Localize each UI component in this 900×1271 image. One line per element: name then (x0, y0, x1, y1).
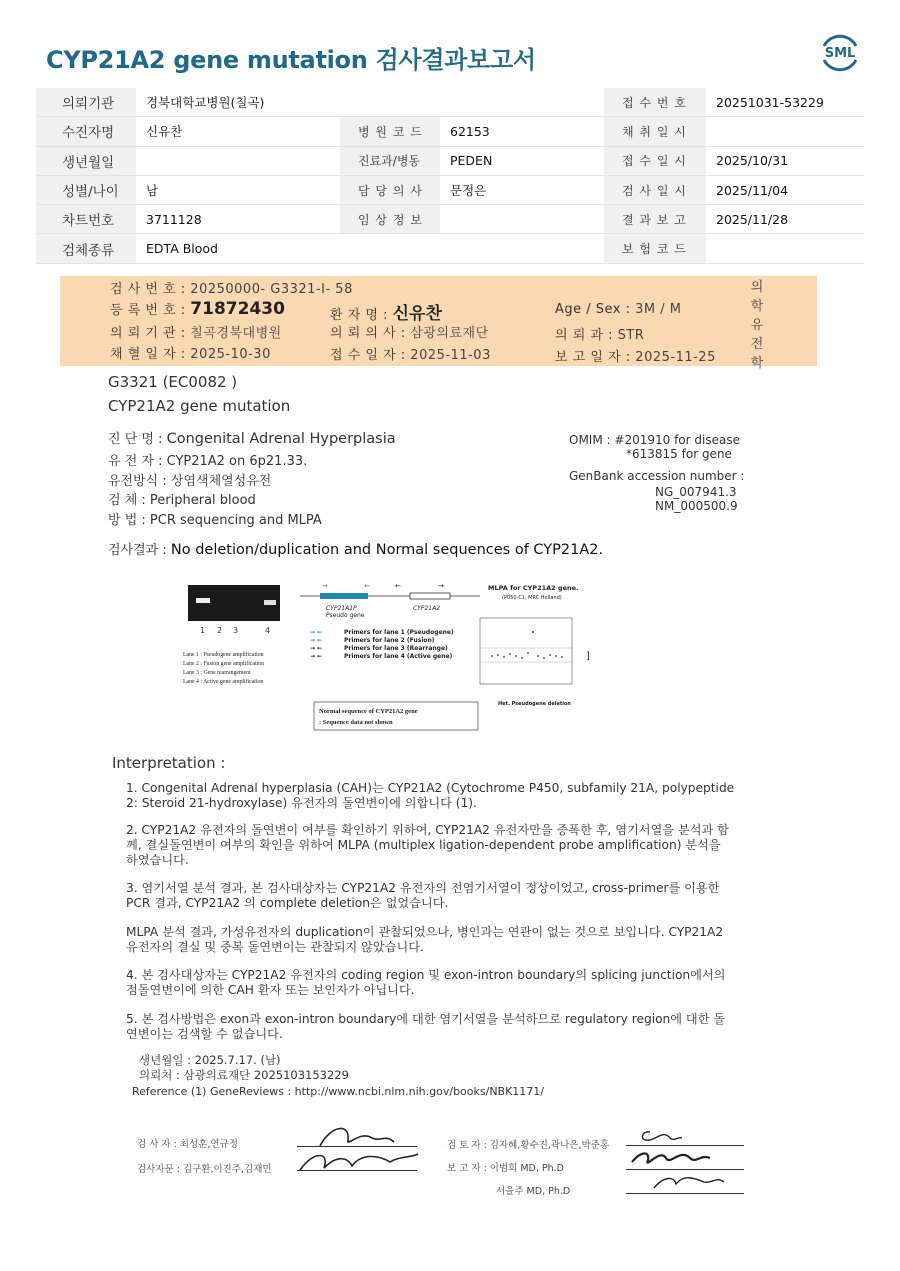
primer-legend: Primers for lane 3 (Rearrange) (344, 645, 448, 652)
lane-legend: Lane 4 : Active gene amplification (183, 679, 264, 685)
cell-label: 담 당 의 사 (340, 175, 440, 204)
primer-legend: Primers for lane 1 (Pseudogene) (344, 629, 454, 636)
sml-logo (818, 30, 862, 74)
genbank-nm: NM_000500.9 (655, 499, 738, 513)
diagnosis: 진 단 명 : Congenital Adrenal Hyperplasia (108, 431, 396, 447)
cell-label: 수진자명 (36, 117, 136, 146)
specimen: 검 체 : Peripheral blood (108, 493, 256, 508)
cell-label: 접 수 번 호 (604, 88, 706, 117)
reviewer-signature (620, 1118, 750, 1198)
cell-label: 차트번호 (36, 205, 136, 234)
interpretation-title: Interpretation : (112, 754, 226, 772)
banner-age-sex: Age / Sex : 3M / M (555, 302, 682, 317)
result-figure (180, 580, 600, 732)
cell-value: 20251031-53229 (706, 88, 864, 117)
result: 검사결과 : No deletion/duplication and Normal sequences of CYP21A2. (108, 542, 604, 558)
referrer: 의뢰처 : 삼광의료재단 2025103153229 (139, 1068, 349, 1082)
cell-value (440, 205, 604, 234)
active-gene-box (410, 593, 450, 599)
examiner: 검 사 자 : 최성훈,연규정 (137, 1139, 238, 1150)
lane-legend: Lane 1 : Pseudogene amplification (183, 652, 264, 658)
active-gene-label: CYP21A2 (413, 605, 441, 612)
cell-label: 병 원 코 드 (340, 117, 440, 146)
cell-value (136, 146, 340, 175)
cell-label: 검체종류 (36, 234, 136, 263)
banner-report: 보 고 일 자 : 2025-11-25 (555, 350, 716, 365)
cell-value: PEDEN (440, 146, 604, 175)
table-row (36, 146, 864, 175)
table-row (36, 117, 864, 146)
banner-patient: 환 자 명 : 신유찬 (330, 304, 442, 324)
cell-label: 진료과/병동 (340, 146, 440, 175)
interpretation-p3b: MLPA 분석 결과, 가성유전자의 duplication이 관찰되었으나, 병인과는 연관이 없는 것으로 보입니다. CYP21A2 유전자의 결실 및 중복 돌연변이는 관찰되지 않았습니다. (126, 925, 724, 954)
cell-value: 2025/10/31 (706, 146, 864, 175)
table-row (36, 175, 864, 204)
mlpa-caption: Het. Pseudogene deletion (498, 701, 571, 707)
gel-band-lane4 (264, 600, 276, 605)
lane-legend: Lane 2 : Fusion gene amplification (183, 661, 264, 667)
svg-text:→ ←: → ← (310, 645, 323, 652)
interpretation-p1: 1. Congenital Adrenal hyperplasia (CAH)는 CYP21A2 (Cytochrome P450, subfamily 21A, polypeptide 2: Steroid 21-hydroxylase) 유전자의 돌연변이에 의합니다 (1). (126, 781, 735, 810)
cell-value: 남 (136, 175, 340, 204)
cell-value: 경북대학교병원(칠곡) (136, 88, 604, 117)
inheritance: 유전방식 : 상염색체열성유전 (108, 474, 272, 489)
interpretation-p4: 4. 본 검사대상자는 CYP21A2 유전자의 coding region 및 exon-intron boundary의 splicing junction에서의 점돌연변이에 의한 CAH 환자 또는 보인자가 아닙니다. (126, 968, 726, 997)
mlpa-title: MLPA for CYP21A2 gene. (488, 584, 579, 592)
examiner-signature (290, 1112, 430, 1182)
cell-value: 62153 (440, 117, 604, 146)
cell-label: 의뢰기관 (36, 88, 136, 117)
svg-text:→: → (438, 582, 444, 590)
svg-text:→ ←: → ← (310, 629, 323, 636)
mlpa-plot (480, 618, 572, 684)
banner-collect: 채 혈 일 자 : 2025-10-30 (110, 347, 271, 362)
cell-label: 결 과 보 고 (604, 205, 706, 234)
genbank-ng: NG_007941.3 (655, 485, 737, 499)
lane-number: 2 (217, 626, 223, 635)
reference: Reference (1) GeneReviews : http://www.ncbi.nlm.nih.gov/books/NBK1171/ (132, 1085, 545, 1098)
sequence-box-line2: : Sequence data not shown (319, 719, 393, 726)
cell-value: 신유찬 (136, 117, 340, 146)
svg-text:←: ← (395, 582, 401, 590)
reviewer: 검 토 자 : 김자혜,황수진,곽나은,박준홍 (447, 1140, 609, 1151)
sequence-box-line1: Normal sequence of CYP21A2 gene (319, 708, 418, 715)
lane-number: 1 (200, 626, 206, 635)
method: 방 법 : PCR sequencing and MLPA (108, 513, 322, 528)
genbank-label: GenBank accession number : (569, 469, 745, 483)
svg-text:→ ←: → ← (310, 637, 323, 644)
advisor: 검사자문 : 김구환,이진주,김재민 (137, 1164, 272, 1175)
banner-receipt: 접 수 일 자 : 2025-11-03 (330, 348, 491, 363)
interpretation-p2: 2. CYP21A2 유전자의 돌연변이 여부를 확인하기 위하여, CYP21A2 유전자만을 증폭한 후, 염기서열을 분석과 함께, 결실돌연변이 여부의 확인을 위하여 MLPA (multiplex ligation-dependent probe amplification) 분석을 하였습니다. (126, 823, 729, 867)
page-title: CYP21A2 gene mutation 검사결과보고서 (46, 46, 536, 74)
patient-info-table (36, 88, 864, 264)
lane-number: 3 (233, 626, 239, 635)
cell-label: 접 수 일 시 (604, 146, 706, 175)
test-code: G3321 (EC0082 ) (108, 373, 238, 391)
table-row (36, 234, 864, 263)
banner-req-org: 의 뢰 기 관 : 칠곡경북대병원 (110, 326, 282, 341)
gel-band-lane1 (196, 598, 210, 603)
primer-legend: Primers for lane 2 (Fusion) (344, 637, 435, 644)
birth-date: 생년월일 : 2025.7.17. (남) (139, 1053, 281, 1067)
cell-value: 2025/11/04 (706, 175, 864, 204)
mlpa-sub: (P050-C1, MRC Holland) (502, 595, 562, 601)
cell-label: 생년월일 (36, 146, 136, 175)
primer-legend: Primers for lane 4 (Active gene) (344, 653, 453, 660)
cell-label: 채 취 일 시 (604, 117, 706, 146)
cell-label: 보 험 코 드 (604, 234, 706, 263)
pseudogene-label: CYP21A1P (326, 605, 357, 612)
omim: OMIM : #201910 for disease (569, 433, 740, 447)
reporter: 보 고 자 : 이범희 MD, Ph.D (447, 1163, 564, 1174)
svg-text:←: ← (364, 582, 370, 590)
table-row (36, 88, 864, 117)
svg-text:→ ←: → ← (310, 653, 323, 660)
gene: 유 전 자 : CYP21A2 on 6p21.33. (108, 454, 308, 469)
banner-reg-no: 등 록 번 호 : 71872430 (110, 299, 285, 319)
cell-value: 3711128 (136, 205, 340, 234)
cell-label: 성별/나이 (36, 175, 136, 204)
cell-value: EDTA Blood (136, 234, 604, 263)
interpretation-p5: 5. 본 검사방법은 exon과 exon-intron boundary에 대한 염기서열을 분석하므로 regulatory region에 대한 돌연변이는 검색할 수 없습니다. (126, 1012, 726, 1041)
cell-value (706, 234, 864, 263)
banner-req-dept: 의 뢰 과 : STR (555, 328, 645, 343)
banner-req-doctor: 의 뢰 의 사 : 삼광의료재단 (330, 326, 489, 341)
pseudogene-sub: Pseudo gene (326, 612, 365, 619)
cell-value: 2025/11/28 (706, 205, 864, 234)
banner-side-text: 의 학 유 전 학 (750, 280, 764, 371)
svg-text:]: ] (586, 651, 590, 662)
reporter-2: 서을주 MD, Ph.D (496, 1186, 571, 1197)
omim-gene: *613815 for gene (626, 447, 732, 461)
pseudogene-box (320, 593, 368, 599)
lane-legend: Lane 3 : Gene rearrangement (183, 670, 251, 676)
lane-number: 4 (265, 626, 271, 635)
cell-value: 문정은 (440, 175, 604, 204)
cell-label: 임 상 정 보 (340, 205, 440, 234)
cell-value (706, 117, 864, 146)
banner-test-no: 검 사 번 호 : 20250000- G3321-I- 58 (110, 282, 353, 297)
cell-label: 검 사 일 시 (604, 175, 706, 204)
svg-text:→: → (322, 582, 328, 590)
interpretation-p3: 3. 염기서열 분석 결과, 본 검사대상자는 CYP21A2 유전자의 전염기서열이 정상이었고, cross-primer를 이용한 PCR 결과, CYP21A2 의 complete deletion은 없었습니다. (126, 881, 720, 910)
test-name: CYP21A2 gene mutation (108, 397, 291, 415)
logo-text: SML (824, 46, 856, 61)
table-row (36, 205, 864, 234)
